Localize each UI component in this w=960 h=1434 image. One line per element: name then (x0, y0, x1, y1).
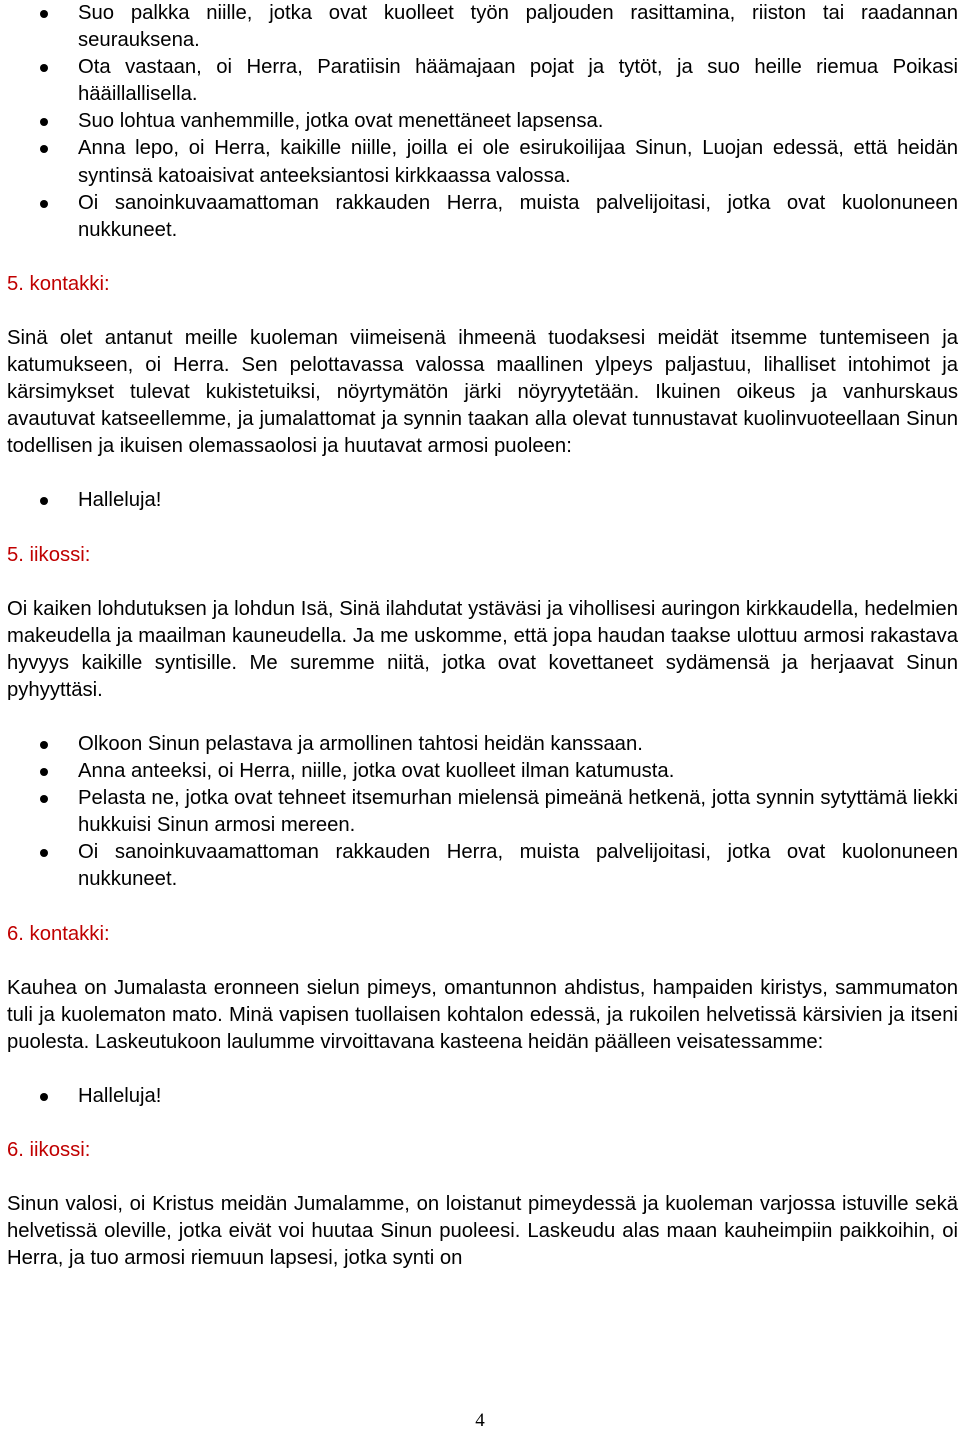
list-item-text: Ota vastaan, oi Herra, Paratiisin häämajaan pojat ja tytöt, ja suo heille riemua Poikasi hääillallisella. (78, 56, 958, 106)
bullet-list-intercessions (7, 731, 958, 894)
bullet-list-halleluja (7, 1083, 958, 1110)
section-paragraph: Kauhea on Jumalasta eronneen sielun pimeys, omantunnon ahdistus, hampaiden kiristys, sammumaton tuli ja kuolematon mato. Minä vapisen tuollaisen kohtalon edessä, ja rukoilen helvetissä kärsivien ja itseni puolesta. Laskeutukoon laulumme virvoittavana kasteena heidän päälleen veisatessamme: (7, 976, 958, 1053)
list-item-text: Halleluja! (78, 489, 162, 512)
section-paragraph: Sinun valosi, oi Kristus meidän Jumalamme, on loistanut pimeydessä ja kuoleman varjossa istuville sekä helvetissä oleville, jotka eivät voi huutaa Sinun puoleesi. Laskeudu alas maan kauheimpiin paikkoihin, oi Herra, ja tuo armosi riemuun lapsesi, jotka synti on (7, 1193, 958, 1270)
list-item-text: Halleluja! (78, 1084, 162, 1107)
list-item (7, 731, 958, 758)
list-item (7, 1083, 958, 1110)
list-item-text: Olkoon Sinun pelastava ja armollinen tahtosi heidän kanssaan. (78, 732, 643, 755)
section-heading-6-iikossi: 6. iikossi: (7, 1139, 91, 1161)
bullet-icon (40, 849, 48, 857)
list-item-text: Suo lohtua vanhemmille, jotka ovat menettäneet lapsensa. (78, 110, 604, 133)
section-heading-5-iikossi: 5. iikossi: (7, 543, 91, 566)
page-number: 4 (475, 1410, 485, 1431)
section-paragraph: Sinä olet antanut meille kuoleman viimeisenä ihmeenä tuodaksesi meidät itsemme tuntemiseen ja katumukseen, oi Herra. Sen pelottavassa valossa maallinen ylpeys paljastuu, lihalliset intohimot ja kärsimykset tulevat kukistetuiksi, nöyrtymätön järki nöyryytetään. Ikuinen oikeus ja vanhurskaus avautuvat katseellemme, ja jumalattomat ja synnin taakan alla olevat tunnustavat kuolinvuoteellaan Sinun todellisen ja ikuisen olemassaolosi ja huutavat armosi puoleen: (7, 326, 958, 458)
bullet-list-intercessions (7, 0, 958, 244)
list-item-text: Oi sanoinkuvaamattoman rakkauden Herra, muista palvelijoitasi, jotka ovat kuolonuneen nukkuneet. (78, 191, 958, 241)
list-item (7, 758, 958, 785)
list-item-text: Anna anteeksi, oi Herra, niille, jotka ovat kuolleet ilman katumusta. (78, 760, 675, 783)
bullet-icon (40, 741, 48, 749)
list-item (7, 135, 958, 189)
bullet-icon (40, 10, 48, 18)
list-item (7, 0, 958, 54)
section-paragraph: Oi kaiken lohdutuksen ja lohdun Isä, Sinä ilahdutat ystäväsi ja vihollisesi auringon kirkkaudella, hedelmien makeudella ja maailman kauneudella. Ja me uskomme, että jopa haudan taakse ulottuu armosi rakastava hyvyys kaikille syntisille. Me suremme niitä, jotka ovat kovettaneet sydämensä ja herjaavat Sinun pyhyyttäsi. (7, 597, 958, 701)
list-item (7, 839, 958, 893)
bullet-icon (40, 497, 48, 505)
section-heading-6-kontakki: 6. kontakki: (7, 922, 110, 945)
section-heading-5-kontakki: 5. kontakki: (7, 272, 110, 295)
bullet-list-halleluja (7, 487, 958, 514)
bullet-icon (40, 145, 48, 153)
list-item (7, 54, 958, 108)
bullet-icon (40, 1093, 48, 1101)
list-item-text: Anna lepo, oi Herra, kaikille niille, joilla ei ole esirukoilijaa Sinun, Luojan edessä, että heidän syntinsä katoaisivat anteeksiantosi kirkkaassa valossa. (78, 137, 958, 187)
list-item-text: Oi sanoinkuvaamattoman rakkauden Herra, muista palvelijoitasi, jotka ovat kuolonuneen nukkuneet. (78, 841, 958, 891)
bullet-icon (40, 768, 48, 776)
bullet-icon (40, 118, 48, 126)
document-page (7, 0, 958, 1272)
bullet-icon (40, 795, 48, 803)
list-item-text: Pelasta ne, jotka ovat tehneet itsemurhan mielensä pimeänä hetkenä, jotta synnin sytyttämä liekki hukkuisi Sinun armosi mereen. (78, 787, 958, 837)
bullet-icon (40, 64, 48, 72)
bullet-icon (40, 200, 48, 208)
list-item (7, 487, 958, 514)
list-item (7, 190, 958, 244)
list-item (7, 108, 958, 135)
list-item (7, 785, 958, 839)
list-item-text: Suo palkka niille, jotka ovat kuolleet työn paljouden rasittamina, riiston tai raadannan seurauksena. (78, 2, 958, 52)
